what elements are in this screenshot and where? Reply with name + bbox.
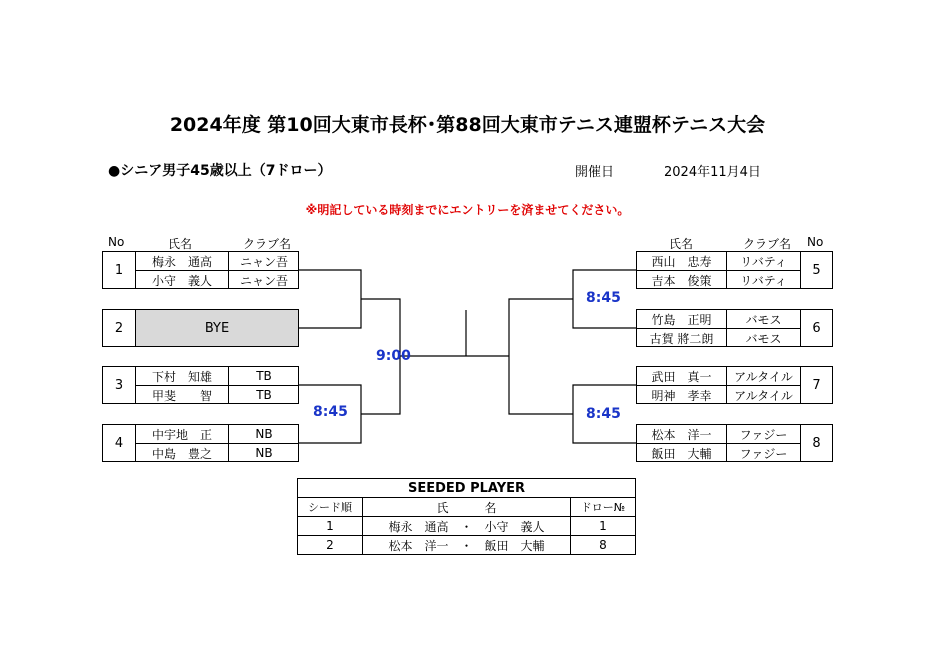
player-club: バモス (745, 331, 782, 346)
draw-number-5: 5 (800, 251, 833, 289)
player-club: ニャン吾 (239, 254, 288, 269)
draw-number-7: 7 (800, 366, 833, 404)
seed-names: 松本 洋一 ・ 飯田 大輔 (363, 536, 571, 555)
player-club: アルタイル (734, 388, 793, 403)
player-club: リバティ (740, 254, 787, 269)
draw-number-3: 3 (102, 366, 136, 404)
player-name: 梅永 通高 (151, 254, 212, 269)
player-name: 中島 豊之 (151, 446, 212, 461)
event-date: 2024年11月4日 (664, 165, 761, 180)
draw-number-8: 8 (800, 424, 833, 462)
player-club: NB (255, 427, 273, 441)
player-name: 下村 知雄 (151, 369, 212, 384)
player-name: 小守 義人 (151, 273, 212, 288)
player-club: TB (256, 388, 272, 402)
draw-number-2: 2 (102, 309, 136, 347)
seeded-player-table (297, 478, 636, 555)
seed-col-header: シード順 (298, 498, 363, 517)
player-name: 古賀 將二朗 (649, 331, 714, 346)
player-club: ファジー (739, 446, 788, 461)
player-name: 西山 忠寿 (651, 254, 712, 269)
player-club: リバティ (740, 273, 787, 288)
left-header-club: クラブ名 (243, 237, 292, 251)
player-name: 松本 洋一 (651, 427, 712, 442)
match-time-left-r2: 9:00 (376, 348, 411, 364)
player-name: 吉本 俊策 (651, 273, 712, 288)
player-club: ファジー (739, 427, 788, 442)
event-subtitle: ●シニア男子45歳以上（7ドロー） (108, 163, 332, 179)
right-header-no: No (807, 235, 824, 249)
right-header-club: クラブ名 (743, 237, 792, 251)
player-name: 甲斐 智 (151, 388, 212, 403)
draw-number-6: 6 (800, 309, 833, 347)
player-name: 中宇地 正 (151, 427, 212, 442)
player-name: 明神 孝幸 (651, 388, 712, 403)
draw-number-4: 4 (102, 424, 136, 462)
match-time-right-top: 8:45 (586, 290, 621, 306)
table-row (298, 517, 636, 536)
right-header-name: 氏名 (669, 237, 694, 251)
names-col-header: 氏 名 (363, 498, 571, 517)
player-name: 武田 真一 (651, 369, 712, 384)
match-time-right-bottom: 8:45 (586, 406, 621, 422)
left-header-no: No (108, 235, 125, 249)
table-row (298, 536, 636, 555)
seed-draw: 1 (571, 517, 636, 536)
draw-number-1: 1 (102, 251, 136, 289)
player-club: NB (255, 446, 273, 460)
seed-number: 2 (298, 536, 363, 555)
page-title: 2024年度 第10回大東市長杯･第88回大東市テニス連盟杯テニス大会 (169, 114, 766, 136)
seed-names: 梅永 通高 ・ 小守 義人 (363, 517, 571, 536)
player-club: バモス (745, 312, 782, 327)
draw-col-header: ドロー№ (571, 498, 636, 517)
bye-slot: BYE (135, 309, 299, 347)
player-club: アルタイル (734, 369, 793, 384)
date-label: 開催日 (575, 165, 615, 180)
left-header-name: 氏名 (168, 237, 193, 251)
player-club: TB (256, 369, 272, 383)
seeded-title: SEEDED PLAYER (298, 479, 636, 498)
player-name: 飯田 大輔 (651, 446, 712, 461)
entry-notice: ※明記している時刻までにエントリーを済ませてください。 (305, 203, 630, 217)
match-time-left-r1: 8:45 (313, 404, 348, 420)
seed-number: 1 (298, 517, 363, 536)
player-name: 竹島 正明 (651, 312, 712, 327)
player-club: ニャン吾 (239, 273, 288, 288)
seed-draw: 8 (571, 536, 636, 555)
